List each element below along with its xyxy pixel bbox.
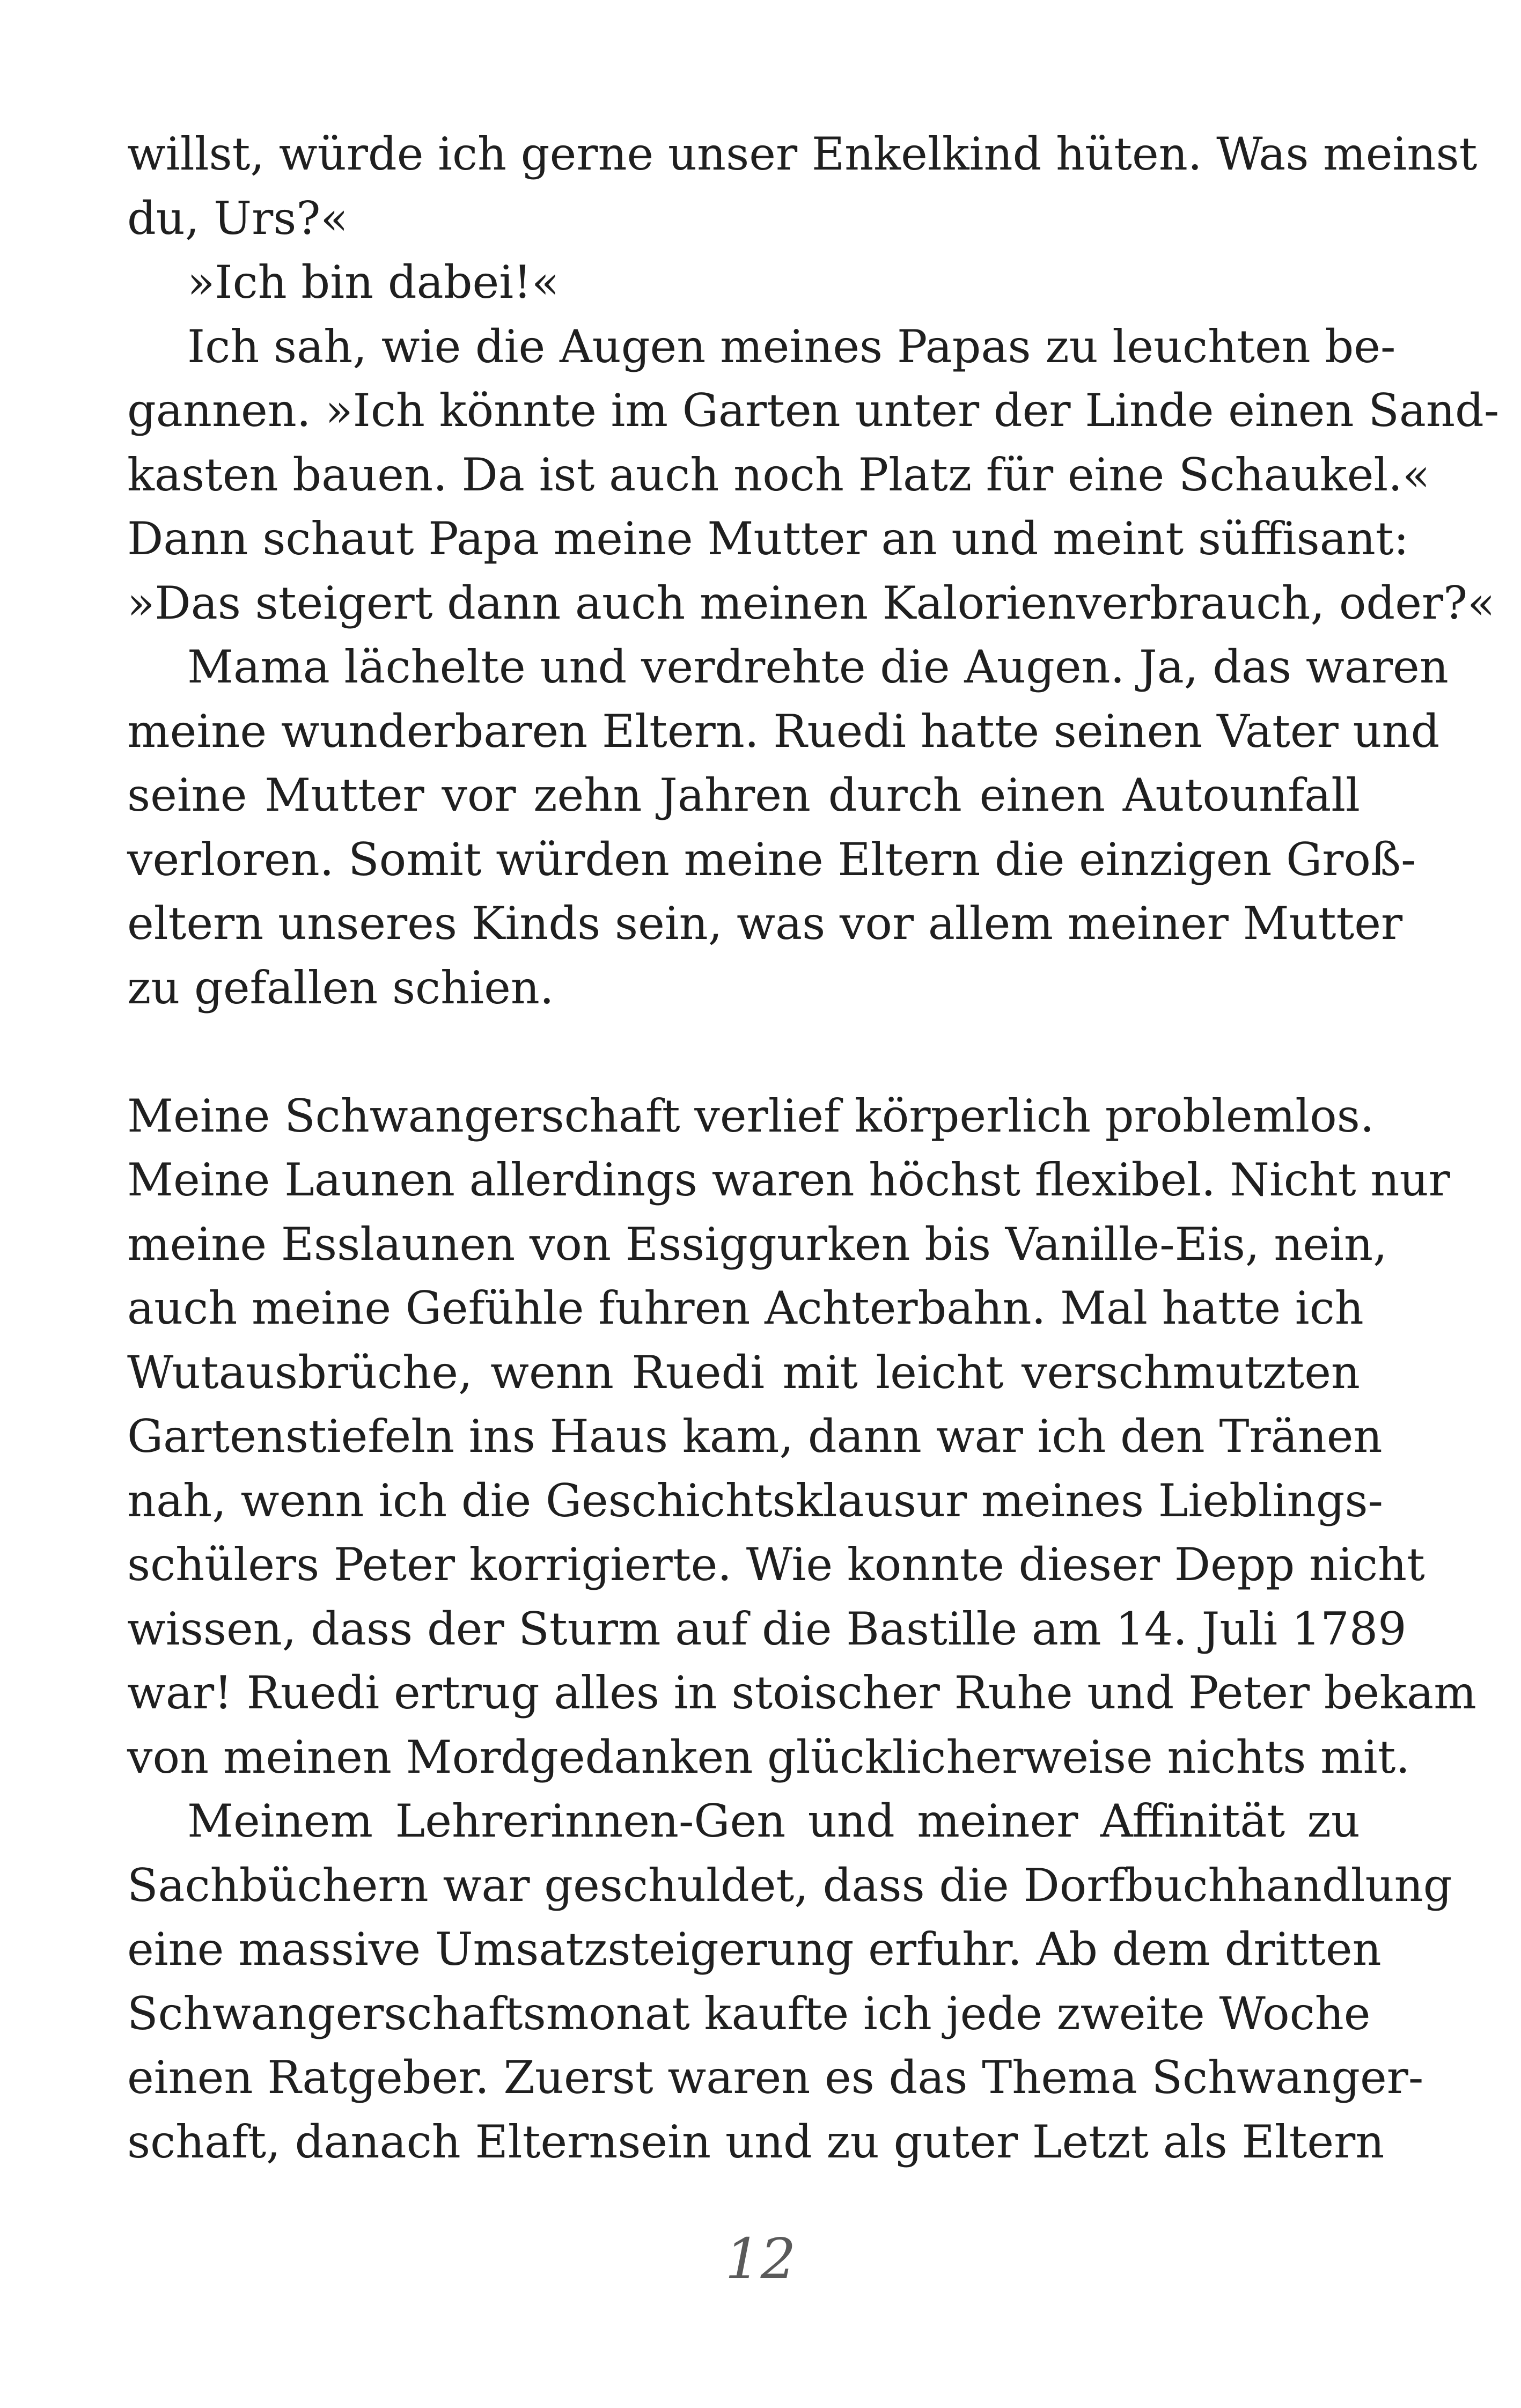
text-line: Meinem Lehrerinnen-Gen und meiner Affinität zu	[187, 1795, 1360, 1847]
text-line: Gartenstiefeln ins Haus kam, dann war ich den Tränen	[127, 1410, 1383, 1463]
paragraph	[127, 1084, 1476, 1790]
paragraph	[127, 122, 1478, 251]
text-line: eine massive Umsatzsteigerung erfuhr. Ab dem dritten	[127, 1923, 1382, 1976]
text-line: Schwangerschaftsmonat kaufte ich jede zweite Woche	[127, 1987, 1371, 2040]
text-line: wissen, dass der Sturm auf die Bastille am 14. Juli 1789	[127, 1602, 1407, 1655]
text-line: Sachbüchern war geschuldet, dass die Dorfbuchhandlung	[127, 1859, 1452, 1912]
text-line: von meinen Mordgedanken glücklicherweise nichts mit.	[127, 1730, 1410, 1783]
text-line: schaft, danach Elternsein und zu guter Letzt als Eltern	[127, 2115, 1385, 2168]
text-line: zu gefallen schien.	[127, 961, 554, 1014]
text-line: Meine Schwangerschaft verlief körperlich problemlos.	[127, 1089, 1375, 1142]
paragraph	[127, 251, 1360, 315]
text-line: meine wunderbaren Eltern. Ruedi hatte seinen Vater und	[127, 704, 1440, 758]
text-line: seine Mutter vor zehn Jahren durch einen Autounfall	[127, 769, 1360, 821]
section-break	[127, 1020, 1360, 1084]
text-line: Mama lächelte und verdrehte die Augen. Ja, das waren	[187, 641, 1449, 693]
text-line: willst, würde ich gerne unser Enkelkind hüten. Was meinst	[127, 128, 1478, 180]
text-line: Ich sah, wie die Augen meines Papas zu leuchten be-	[187, 320, 1396, 373]
text-line: gannen. »Ich könnte im Garten unter der Linde einen Sand-	[127, 384, 1500, 437]
text-line: schülers Peter korrigierte. Wie konnte dieser Depp nicht	[127, 1538, 1425, 1591]
text-line: nah, wenn ich die Geschichtsklausur meines Lieblings-	[127, 1474, 1383, 1527]
paragraph	[127, 315, 1500, 636]
text-line: einen Ratgeber. Zuerst waren es das Thema Schwanger-	[127, 2051, 1424, 2104]
text-line: Wutausbrüche, wenn Ruedi mit leicht verschmutzten	[127, 1346, 1360, 1399]
text-line: auch meine Gefühle fuhren Achterbahn. Mal hatte ich	[127, 1282, 1364, 1334]
text-line: du, Urs?«	[127, 192, 348, 245]
text-line: Meine Launen allerdings waren höchst flexibel. Nicht nur	[127, 1154, 1450, 1206]
text-line: »Das steigert dann auch meinen Kalorienverbrauch, oder?«	[127, 576, 1495, 629]
text-line: »Ich bin dabei!«	[187, 256, 560, 309]
paragraph	[127, 635, 1449, 1020]
text-line: eltern unseres Kinds sein, was vor allem meiner Mutter	[127, 897, 1403, 950]
text-line: Dann schaut Papa meine Mutter an und meint süffisant:	[127, 512, 1409, 565]
page-number: 12	[725, 2226, 796, 2292]
body-text	[127, 122, 1500, 2174]
text-line: kasten bauen. Da ist auch noch Platz für eine Schaukel.«	[127, 448, 1430, 501]
paragraph	[127, 1789, 1452, 2174]
text-line: war! Ruedi ertrug alles in stoischer Ruhe und Peter bekam	[127, 1666, 1476, 1719]
text-line: verloren. Somit würden meine Eltern die einzigen Groß-	[127, 833, 1416, 886]
text-line: meine Esslaunen von Essiggurken bis Vanille-Eis, nein,	[127, 1217, 1387, 1271]
